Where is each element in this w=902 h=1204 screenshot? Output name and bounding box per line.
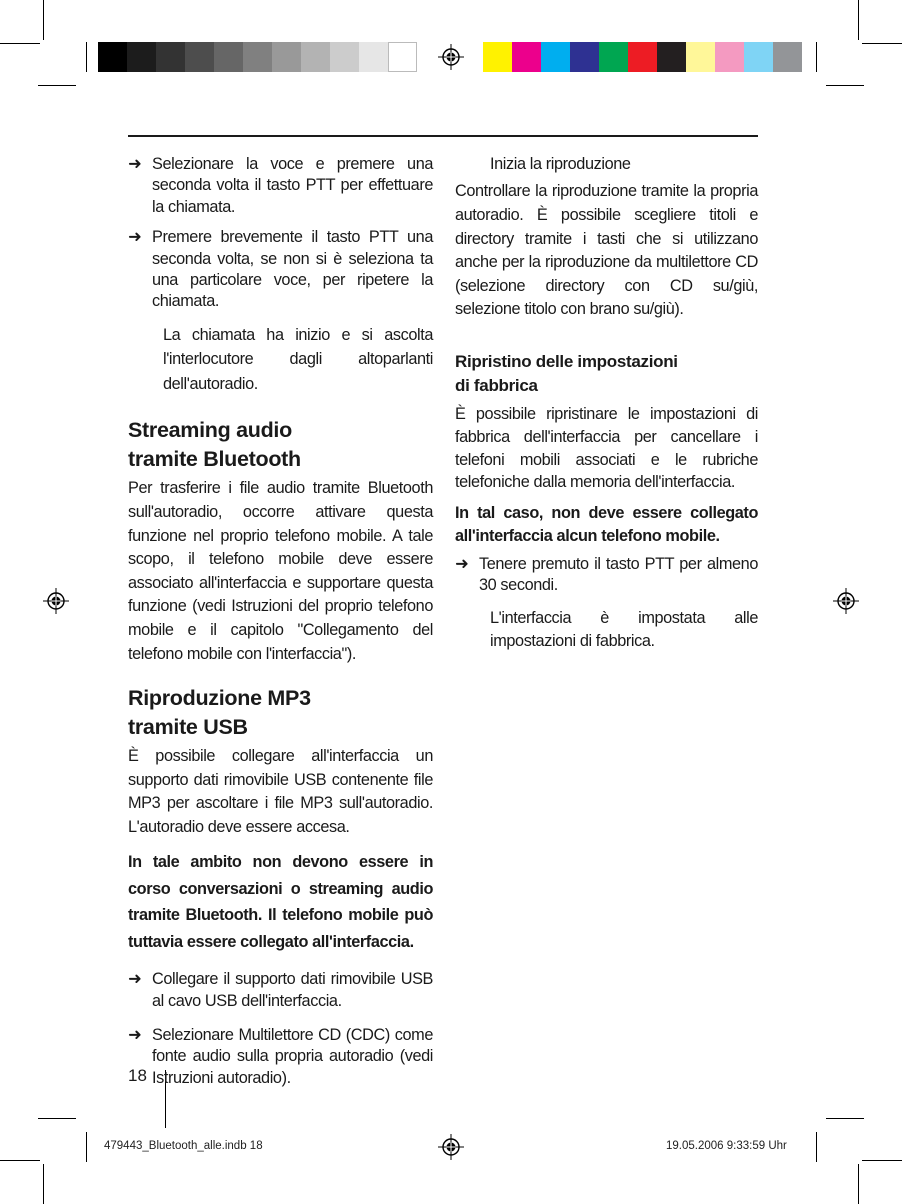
arrow-icon: ➜ [128, 228, 142, 247]
reset-paragraph: È possibile ripristinare le impostazioni di fabbrica dell'interfaccia per cancellare i telefoni mobili associati e le rubriche telefoniche dalla memoria dell'interfaccia. [455, 404, 758, 492]
step-text: Premere brevemente il tasto PTT una seconda volta, se non si è seleziona [152, 228, 433, 268]
crop-mark [43, 0, 44, 40]
header-rule [128, 135, 758, 137]
crop-mark [862, 1160, 902, 1161]
result-reset: L'interfaccia è impostata alle impostazioni di fabbrica. [490, 608, 758, 650]
step-hold-ptt [455, 554, 758, 597]
color-swatch [773, 42, 802, 72]
color-swatch [483, 42, 512, 72]
heading-line: tramite Bluetooth [128, 447, 301, 472]
crop-mark [0, 1160, 40, 1161]
gray-swatch [214, 42, 243, 72]
color-swatch [570, 42, 599, 72]
crop-mark [858, 0, 859, 40]
heading-line: Streaming audio [128, 418, 292, 443]
gray-swatch [301, 42, 330, 72]
gray-swatch [330, 42, 359, 72]
playback-paragraph: Controllare la riproduzione tramite la propria autoradio. È possibile scegliere titoli e directory tramite i tasti che si utilizzano anche per la riproduzione da multilettore CD (selezione directory con CD su/giù, selezione titolo con brano su/giù). [455, 182, 758, 319]
slug-filename: 479443_Bluetooth_alle.indb 18 [104, 1140, 263, 1152]
color-swatch [715, 42, 744, 72]
crop-mark [862, 43, 902, 44]
step-connect-usb [128, 969, 433, 1012]
arrow-icon: ➜ [455, 554, 469, 573]
crop-mark [826, 1118, 864, 1119]
crop-mark [43, 1164, 44, 1204]
heading-line: tramite USB [128, 715, 248, 740]
gray-swatch [98, 42, 127, 72]
color-swatch [628, 42, 657, 72]
color-swatch [744, 42, 773, 72]
step-press-ptt [128, 227, 433, 313]
arrow-icon: ➜ [128, 155, 142, 173]
color-swatch [686, 42, 715, 72]
step-select-cdc [128, 1025, 433, 1089]
page-number: 18 [128, 1066, 147, 1085]
gray-swatch [243, 42, 272, 72]
result-call: La chiamata ha inizio e si ascolta l'interlocutore dagli altoparlanti dell'autoradio. [163, 325, 433, 393]
crop-mark [816, 1132, 817, 1162]
slug-date: 19.05.2006 9:33:59 Uhr [666, 1140, 787, 1152]
mp3-paragraph: È possibile collegare all'interfaccia un supporto dati rimovibile USB contenente file MP3 per ascoltare i file MP3 sull'autoradio. L'autoradio deve essere accesa. [128, 747, 433, 836]
heading-reset [455, 350, 758, 398]
gray-swatch [359, 42, 388, 72]
crop-mark [0, 43, 40, 44]
step-text: Selezionare Multilettore CD (CDC) come fonte audio sulla propria autoradio (vedi Istruzioni autoradio). [152, 1025, 433, 1087]
crop-mark [38, 85, 76, 86]
registration-mark-icon [43, 588, 69, 614]
heading-line: Riproduzione MP3 [128, 686, 311, 711]
step-text: Selezionare la voce e premere una seconda volta il tasto PTT per effettuare la chiamata. [152, 155, 433, 216]
crop-mark [858, 1164, 859, 1204]
reset-warning: In tal caso, non deve essere collegato all'interfaccia alcun telefono mobile. [455, 504, 758, 545]
crop-mark [816, 42, 817, 72]
result-playback: Inizia la riproduzione [490, 155, 631, 173]
step-select-entry [128, 154, 433, 218]
right-column [455, 154, 758, 653]
color-swatch [599, 42, 628, 72]
registration-mark-icon [438, 1134, 464, 1160]
mp3-warning: In tale ambito non devono essere in corso conversazioni o streaming audio tramite Bluetooth. Il telefono mobile può tuttavia essere collegato all'interfaccia. [128, 853, 433, 951]
gray-swatch [272, 42, 301, 72]
registration-mark-icon [438, 44, 464, 70]
gray-swatch [156, 42, 185, 72]
step-text: ta una particolare voce, per ripetere la [152, 249, 433, 290]
arrow-icon: ➜ [128, 1025, 142, 1044]
crop-mark [826, 85, 864, 86]
gray-swatch [388, 42, 417, 72]
registration-mark-icon [833, 588, 859, 614]
crop-mark [38, 1118, 76, 1119]
color-swatch [512, 42, 541, 72]
color-swatch [541, 42, 570, 72]
gray-swatch [185, 42, 214, 72]
streaming-paragraph: Per trasferire i file audio tramite Bluetooth sull'autoradio, occorre attivare questa funzione nel proprio telefono mobile. A tale scopo, il telefono mobile deve essere associato all'interfaccia e supportare questa funzione (vedi Istruzioni del proprio telefono mobile e il capitolo "Collegamento del telefono mobile con l'interfaccia"). [128, 479, 433, 663]
step-text: Tenere premuto il tasto PTT per almeno 30 secondi. [479, 554, 758, 595]
color-swatch [657, 42, 686, 72]
heading-line: di fabbrica [455, 375, 538, 395]
heading-mp3 [128, 684, 433, 742]
heading-streaming [128, 416, 433, 474]
left-column [128, 154, 433, 1089]
crop-mark [86, 1132, 87, 1162]
arrow-icon: ➜ [128, 970, 142, 989]
step-text: chiamata. [152, 292, 219, 311]
gray-swatch [127, 42, 156, 72]
crop-mark [86, 42, 87, 72]
heading-line: Ripristino delle impostazioni [455, 351, 678, 371]
step-text: Collegare il supporto dati rimovibile USB al cavo USB dell'interfaccia. [152, 970, 433, 1010]
